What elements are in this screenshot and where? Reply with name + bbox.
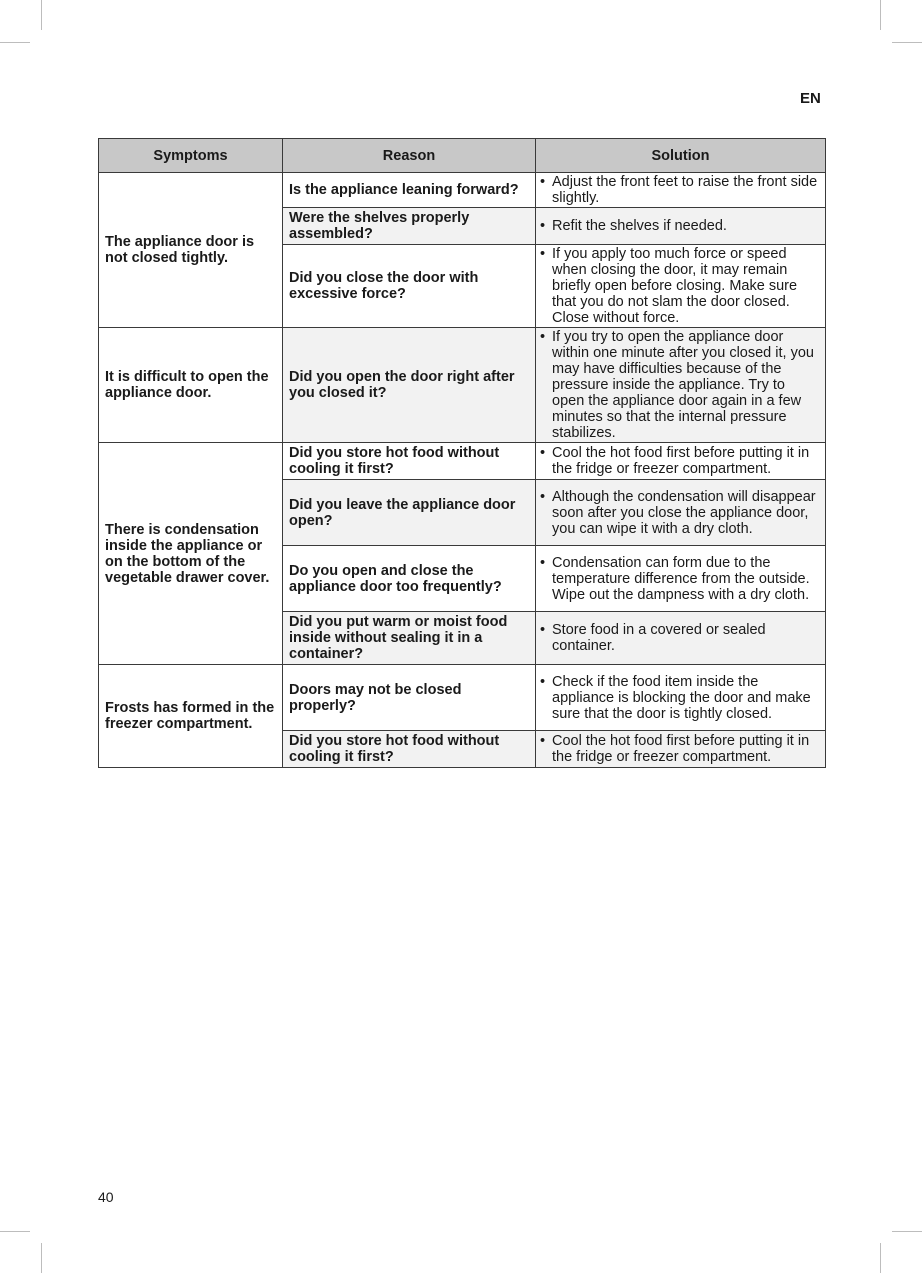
solution-text: Condensation can form due to the temperature difference from the outside. Wipe out the dampness with a dry cloth. [552,554,810,603]
troubleshooting-table [98,138,826,768]
crop-mark [892,1231,922,1232]
bullet-icon: • [540,488,546,505]
solution-cell [536,665,826,731]
reason-cell: Did you store hot food without cooling it first? [283,443,536,480]
bullet-icon: • [540,622,546,638]
solution-header: Solution [536,139,826,173]
symptom-cell: It is difficult to open the appliance door. [99,328,283,443]
bullet-icon: • [540,733,546,749]
bullet-icon: • [540,329,546,345]
solution-cell [536,546,826,612]
crop-mark [892,42,922,43]
solution-text: Although the condensation will disappear soon after you close the appliance door, you can wipe it with a dry cloth. [552,488,816,537]
reason-cell: Did you store hot food without cooling it first? [283,731,536,768]
crop-mark [880,0,881,30]
bullet-icon: • [540,218,546,234]
crop-mark [880,1243,881,1273]
solution-text: Adjust the front feet to raise the front side slightly. [552,174,818,206]
reason-cell: Is the appliance leaning forward? [283,173,536,208]
table-row [99,443,826,480]
solution-cell [536,443,826,480]
page-number: 40 [98,1189,114,1205]
solution-text: Cool the hot food first before putting it in the fridge or freezer compartment. [552,445,810,477]
crop-mark [0,1231,30,1232]
bullet-icon: • [540,174,546,190]
reason-cell: Did you open the door right after you closed it? [283,328,536,443]
solution-cell [536,480,826,546]
symptoms-header: Symptoms [99,139,283,173]
solution-text: Refit the shelves if needed. [552,218,727,234]
reason-cell: Do you open and close the appliance door too frequently? [283,546,536,612]
symptom-cell: Frosts has formed in the freezer compartment. [99,665,283,768]
crop-mark [0,42,30,43]
reason-cell: Did you put warm or moist food inside without sealing it in a container? [283,612,536,665]
symptom-cell: There is condensation inside the appliance or on the bottom of the vegetable drawer cover. [99,443,283,665]
solution-cell [536,173,826,208]
solution-cell [536,612,826,665]
solution-cell [536,208,826,245]
solution-text: If you apply too much force or speed when closing the door, it may remain briefly open before closing. Make sure that you do not slam the door closed. Close without force. [552,246,798,326]
table-row [99,665,826,731]
reason-cell: Were the shelves properly assembled? [283,208,536,245]
table-row [99,328,826,443]
crop-mark [41,1243,42,1273]
bullet-icon: • [540,554,546,571]
solution-text: Store food in a covered or sealed container. [552,622,766,654]
solution-cell [536,328,826,443]
table-header-row [99,139,826,173]
solution-text: Cool the hot food first before putting it in the fridge or freezer compartment. [552,733,810,765]
reason-cell: Doors may not be closed properly? [283,665,536,731]
crop-mark [41,0,42,30]
symptom-cell: The appliance door is not closed tightly. [99,173,283,328]
bullet-icon: • [540,246,546,262]
solution-text: Check if the food item inside the appliance is blocking the door and make sure that the door is tightly closed. [552,673,811,722]
language-label: EN [800,90,821,107]
reason-header: Reason [283,139,536,173]
bullet-icon: • [540,445,546,461]
solution-cell [536,731,826,768]
bullet-icon: • [540,673,546,690]
table-row [99,173,826,208]
reason-cell: Did you leave the appliance door open? [283,480,536,546]
solution-text: If you try to open the appliance door within one minute after you closed it, you may have difficulties because of the pressure inside the appliance. Try to open the appliance door again in a few minutes so that the internal pressure stabilizes. [552,329,814,441]
reason-cell: Did you close the door with excessive force? [283,245,536,328]
solution-cell [536,245,826,328]
